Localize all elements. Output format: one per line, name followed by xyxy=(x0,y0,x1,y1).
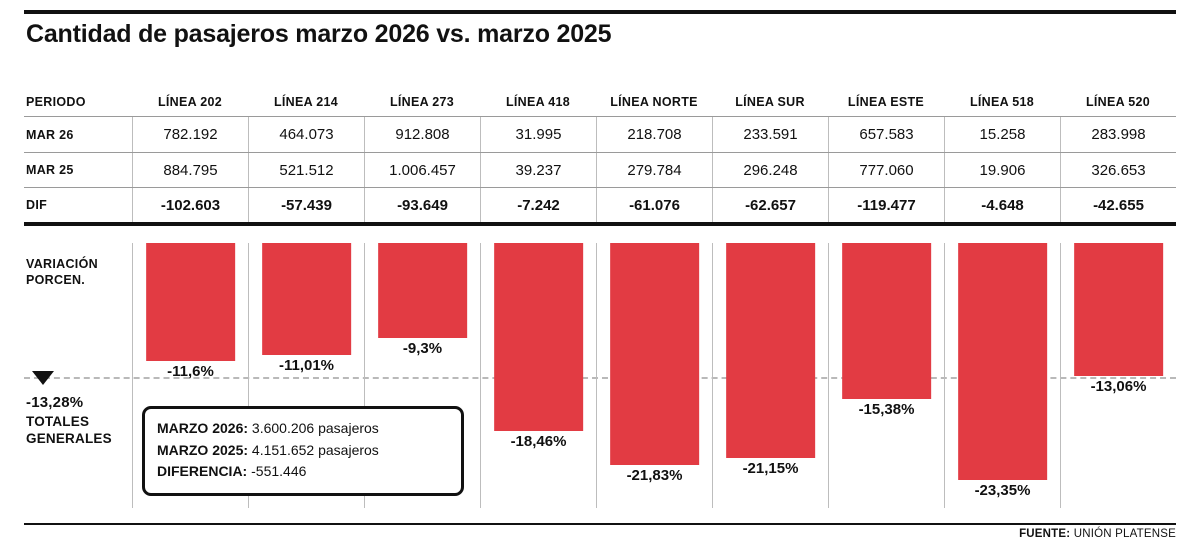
source-value: UNIÓN PLATENSE xyxy=(1073,528,1176,540)
table-cell: 326.653 xyxy=(1060,153,1176,187)
column-header: LÍNEA 202 xyxy=(157,95,223,109)
source-label: FUENTE: xyxy=(1019,528,1071,540)
data-table xyxy=(24,88,1176,226)
chart-column xyxy=(596,243,712,508)
callout-value-diferencia: -551.446 xyxy=(251,463,307,480)
row-label: MAR 25 xyxy=(26,163,74,177)
table-cell: -93.649 xyxy=(364,188,480,222)
row-label: MAR 26 xyxy=(26,127,74,142)
table-cell: 1.006.457 xyxy=(364,153,480,187)
callout-line-3 xyxy=(157,461,449,483)
bar xyxy=(1074,243,1164,376)
bar xyxy=(958,243,1048,480)
column-header: LÍNEA 520 xyxy=(1085,95,1151,109)
variation-label-line2: PORCEN. xyxy=(26,272,86,287)
table-cell: 218.708 xyxy=(596,117,712,152)
table-row xyxy=(24,187,1176,222)
table-cell: -119.477 xyxy=(828,188,944,222)
table-corner-label: PERIODO xyxy=(26,95,86,109)
bar xyxy=(610,243,700,465)
footer-divider xyxy=(24,523,1176,525)
bar-value-label: -15,38% xyxy=(858,401,915,418)
chart-column xyxy=(480,243,596,508)
table-cell: -42.655 xyxy=(1060,188,1176,222)
table-cell: 233.591 xyxy=(712,117,828,152)
chart-column xyxy=(828,243,944,508)
bar xyxy=(378,243,468,338)
variation-chart xyxy=(24,243,1176,508)
table-header-row xyxy=(24,88,1176,116)
bar-value-label: -18,46% xyxy=(510,433,567,450)
callout-value-2026: 3.600.206 pasajeros xyxy=(251,420,379,436)
table-cell: 39.237 xyxy=(480,153,596,187)
table-cell: 19.906 xyxy=(944,153,1060,187)
bar-value-label: -11,01% xyxy=(278,357,335,374)
column-header: LÍNEA 273 xyxy=(389,95,455,109)
callout-value-2025: 4.151.652 pasajeros xyxy=(251,441,379,458)
row-label: DIF xyxy=(26,198,48,212)
totals-label-line2: GENERALES xyxy=(26,431,112,447)
table-cell: 15.258 xyxy=(944,117,1060,152)
table-row xyxy=(24,152,1176,187)
bar xyxy=(494,243,584,431)
table-cell: -62.657 xyxy=(712,188,828,222)
table-cell: -4.648 xyxy=(944,188,1060,222)
column-header: LÍNEA 518 xyxy=(969,95,1035,109)
variation-label-line1: VARIACIÓN xyxy=(26,257,98,271)
chart-column xyxy=(1060,243,1176,508)
chart-baseline xyxy=(24,222,1176,226)
source-credit xyxy=(1019,528,1176,540)
table-cell: -7.242 xyxy=(480,188,596,222)
callout-label-2026: MARZO 2026: xyxy=(157,420,249,436)
column-header: LÍNEA 214 xyxy=(273,95,339,109)
triangle-down-icon xyxy=(32,371,54,385)
column-header: LÍNEA ESTE xyxy=(847,95,925,109)
column-header: LÍNEA 418 xyxy=(505,95,571,109)
table-cell: 31.995 xyxy=(480,117,596,152)
callout-label-2025: MARZO 2025: xyxy=(157,441,249,458)
table-cell: -102.603 xyxy=(132,188,248,222)
bar-value-label: -23,35% xyxy=(974,482,1031,499)
table-cell: -61.076 xyxy=(596,188,712,222)
table-cell: 279.784 xyxy=(596,153,712,187)
bar xyxy=(842,243,932,399)
bar xyxy=(146,243,236,361)
summary-callout xyxy=(142,406,464,496)
chart-column xyxy=(712,243,828,508)
column-header: LÍNEA SUR xyxy=(735,95,805,109)
table-cell: 657.583 xyxy=(828,117,944,152)
bar-value-label: -21,83% xyxy=(626,467,683,484)
page-title: Cantidad de pasajeros marzo 2026 vs. marzo 2025 xyxy=(26,20,612,48)
table-cell: 912.808 xyxy=(364,117,480,152)
variation-label xyxy=(26,257,98,288)
table-cell: 283.998 xyxy=(1060,117,1176,152)
chart-column xyxy=(944,243,1060,508)
table-cell: 782.192 xyxy=(132,117,248,152)
callout-line-1 xyxy=(157,418,449,440)
table-row xyxy=(24,117,1176,152)
totals-label-line1: TOTALES xyxy=(26,413,90,429)
callout-label-diferencia: DIFERENCIA: xyxy=(157,463,248,480)
bar xyxy=(262,243,352,355)
table-cell: 296.248 xyxy=(712,153,828,187)
totals-block xyxy=(26,393,112,448)
top-divider xyxy=(24,10,1176,14)
table-cell: -57.439 xyxy=(248,188,364,222)
bar-value-label: -11,6% xyxy=(167,363,214,380)
bar-value-label: -13,06% xyxy=(1090,378,1147,395)
bar xyxy=(726,243,816,458)
chart-row-label xyxy=(24,243,132,508)
table-cell: 777.060 xyxy=(828,153,944,187)
callout-line-2 xyxy=(157,440,449,462)
table-cell: 884.795 xyxy=(132,153,248,187)
table-cell: 464.073 xyxy=(248,117,364,152)
bar-value-label: -21,15% xyxy=(742,460,799,477)
column-header: LÍNEA NORTE xyxy=(610,95,698,109)
total-variation-value: -13,28% xyxy=(26,394,84,411)
table-cell: 521.512 xyxy=(248,153,364,187)
bar-value-label: -9,3% xyxy=(402,340,443,357)
